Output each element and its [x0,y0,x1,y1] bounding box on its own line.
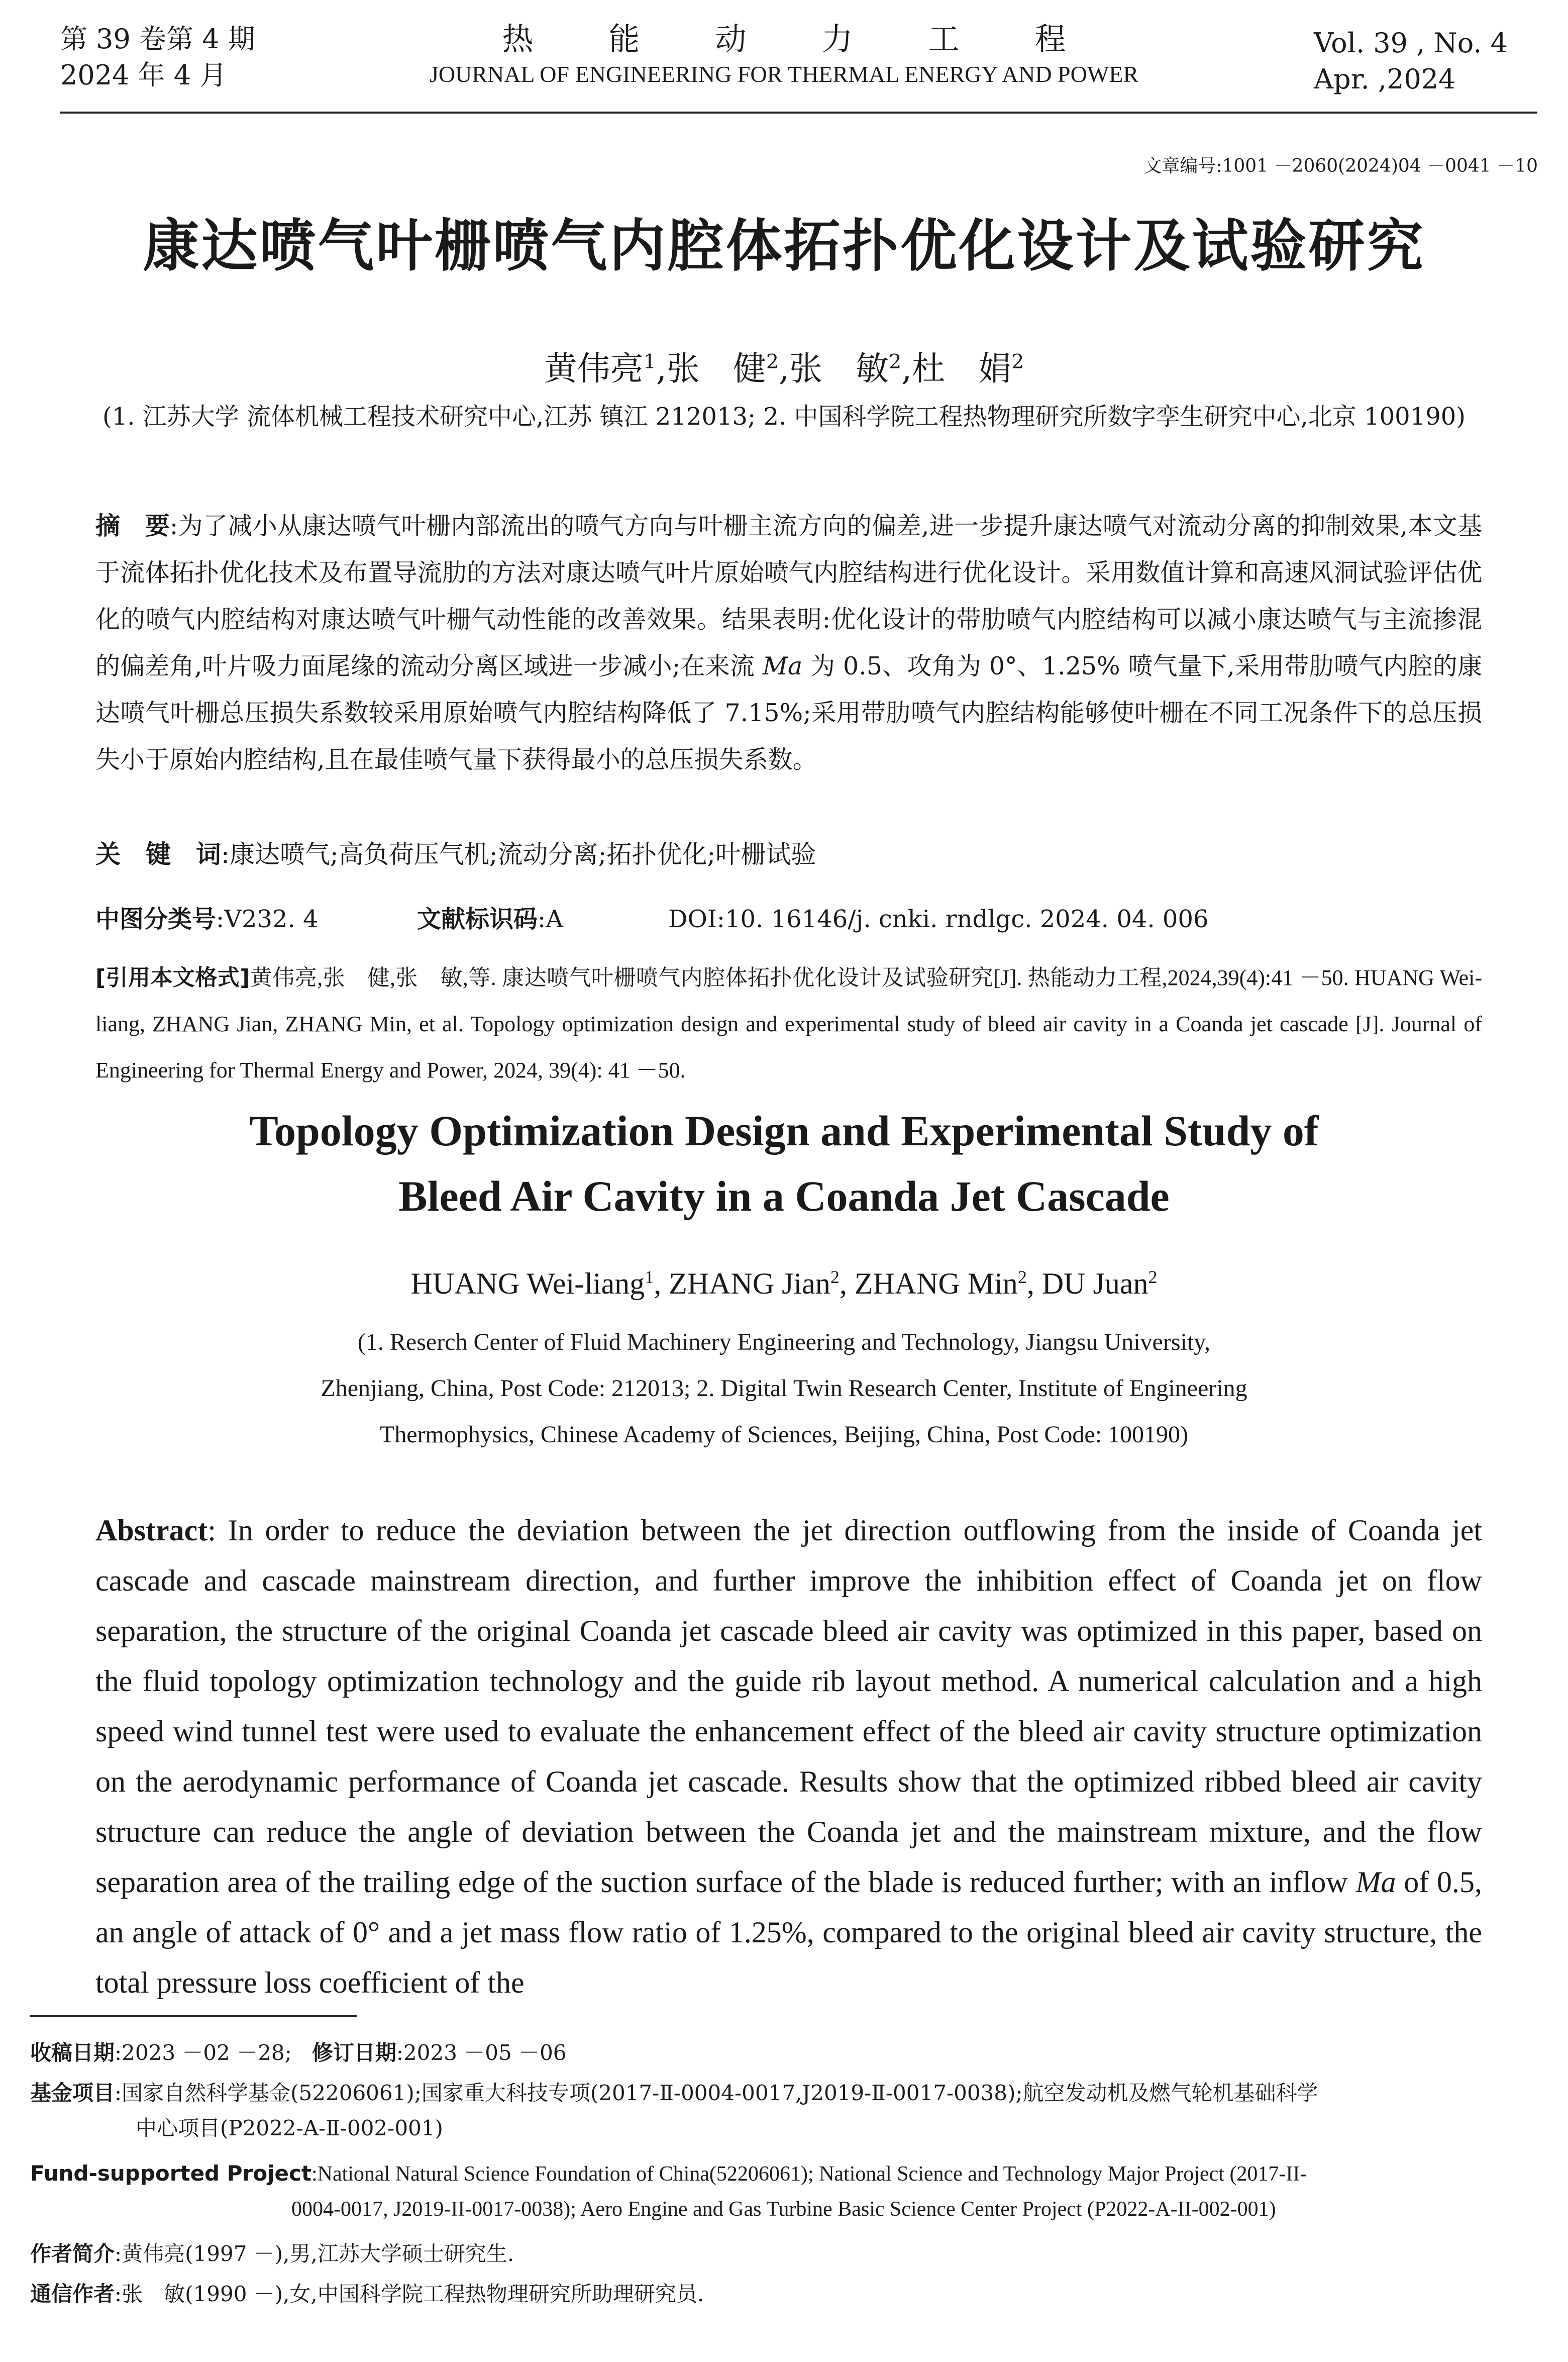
received-date: 2023 －02 －28; [122,2040,292,2065]
author-sup: 2 [1011,350,1024,373]
title-cn: 康达喷气叶栅喷气内腔体拓扑优化设计及试验研究 [143,214,1425,279]
author-name: 黄伟亮 [544,349,644,388]
received-label: 收稿日期 [30,2040,115,2065]
abstract-en: Abstract: In order to reduce the deviation between the jet direction outflowing from the inside of Coanda jet cascade and cascade mainstream direction, and further improve the inhibition effect of Coanda jet on flow separation, the structure of the original Coanda jet cascade bleed air cavity was optimized in this paper, based on the fluid topology optimization technology and the guide rib layout method. A numerical calculation and a high speed wind tunnel test were used to evaluate the enhancement effect of the bleed air cavity structure optimization on the aerodynamic performance of Coanda jet cascade. Results show that the optimized ribbed bleed air cavity structure can reduce the angle of deviation between the Coanda jet and the mainstream mixture, and the flow separation area of the trailing edge of the suction surface of the blade is reduced further; with an inflow Ma of 0.5, an angle of attack of 0° and a jet mass flow ratio of 1.25%, compared to the original bleed air cavity structure, the total pressure loss coefficient of the [95,1514,1483,1999]
citation-label: [引用本文格式] [95,965,250,991]
affiliation-en [0,1319,1568,1458]
title-en-line1: Topology Optimization Design and Experimental Study of [249,1107,1319,1155]
abstract-en-text-1: In order to reduce the deviation between the jet direction outflowing from the inside of Coanda jet cascade and cascade mainstream direction, and further improve the inhibition effect of Coanda jet on flow separation, the structure of the original Coanda jet cascade bleed air cavity was optimized in this paper, based on the fluid topology optimization technology and the guide rib layout method. A numerical calculation and a high speed wind tunnel test were used to evaluate the enhancement effect of the bleed air cavity structure optimization on the aerodynamic performance of Coanda jet cascade. Results show that the optimized ribbed bleed air cavity structure can reduce the angle of deviation between the Coanda jet and the mainstream mixture, and the flow separation area of the trailing edge of the suction surface of the blade is reduced further; with an inflow [95,1514,1482,1899]
doi: DOI:10. 16146/j. cnki. rndlgc. 2024. 04. 006 [668,905,1209,933]
abstract-cn: 摘 要:为了减小从康达喷气叶栅内部流出的喷气方向与叶栅主流方向的偏差,进一步提升康达喷气对流动分离的抑制效果,本文基于流体拓扑优化技术及布置导流肋的方法对康达喷气叶片原始喷气内腔结构进行优化设计。采用数值计算和高速风洞试验评估优化的喷气内腔结构对康达喷气叶栅气动性能的改善效果。结果表明:优化设计的带肋喷气内腔结构可以减小康达喷气与主流掺混的偏差角,叶片吸力面尾缘的流动分离区域进一步减小;在来流 Ma 为 0.5、攻角为 0°、1.25% 喷气量下,采用带肋喷气内腔的康达喷气叶栅总压损失系数较采用原始喷气内腔结构降低了 7.15%;采用带肋喷气内腔结构能够使叶栅在不同工况条件下的总压损失小于原始内腔结构,且在最佳喷气量下获得最小的总压损失系数。 [95,512,1482,774]
authors-cn: 黄伟亮$^1$,张 健$^2$,张 敏$^2$,杜 娟$^2$ [544,349,1024,388]
author-name: 张 健 [666,349,766,388]
header-rule [60,112,1537,114]
title-en [0,1098,1568,1229]
footnote-fund-cn: 基金项目:国家自然科学基金(52206061);国家重大科技专项(2017-Ⅱ-0004-0017,J2019-Ⅱ-0017-0038);航空发动机及燃气轮机基础科学 中心项目(P2022-A-Ⅱ-002-001) [30,2076,1517,2146]
revised-date: 2023 －05 －06 [403,2040,567,2065]
clc-value: V232. 4 [224,905,319,933]
authors-en: HUANG Wei-liang$^1$, ZHANG Jian$^2$, ZHANG Min$^2$, DU Juan$^2$ [410,1267,1158,1300]
keywords-cn: 关 键 词:康达喷气;高负荷压气机;流动分离;拓扑优化;叶栅试验 [95,840,816,869]
fund-en-text: National Natural Science Foundation of China(52206061); National Science and Technology Major Project (2017-II- [317,2162,1307,2186]
article-number: 文章编号:1001 －2060(2024)04 －0041 －10 [1143,156,1538,176]
classification-line: 中图分类号:V232. 4 文献标识码:A DOI:10. 16146/j. cnki. rndlgc. 2024. 04. 006 [95,900,1209,934]
mach-symbol: Ma [1355,1865,1396,1899]
author-name: HUANG Wei-liang [410,1267,645,1300]
author-name: ZHANG Jian [669,1267,830,1300]
author-name: 杜 娟 [912,349,1012,388]
author-sup: 2 [888,350,902,373]
fund-en-text-cont: 0004-0017, J2019-II-0017-0038); Aero Engine and Gas Turbine Basic Science Center Project (P2022-A-II-002-001) [291,2198,1276,2221]
affiliation-en-line: Zhenjiang, China, Post Code: 212013; 2. Digital Twin Research Center, Institute of Engineering [321,1375,1247,1402]
journal-title-en: JOURNAL OF ENGINEERING FOR THERMAL ENERGY AND POWER [429,61,1139,87]
date-cn: 2024 年 4 月 [60,59,227,91]
abstract-cn-text-1: 为了减小从康达喷气叶栅内部流出的喷气方向与叶栅主流方向的偏差,进一步提升康达喷气对流动分离的抑制效果,本文基于流体拓扑优化技术及布置导流肋的方法对康达喷气叶片原始喷气内腔结构进行优化设计。采用数值计算和高速风洞试验评估优化的喷气内腔结构对康达喷气叶栅气动性能的改善效果。结果表明:优化设计的带肋喷气内腔结构可以减小康达喷气与主流掺混的偏差角,叶片吸力面尾缘的流动分离区域进一步减小;在来流 [95,512,1482,680]
abstract-en-label: Abstract [95,1514,208,1547]
title-en-line2: Bleed Air Cavity in a Coanda Jet Cascade [398,1172,1170,1220]
fund-en-label: Fund-supported Project [30,2161,311,2186]
author-sup: 2 [1148,1267,1158,1287]
keywords-label: 关 键 词 [95,840,221,869]
volume-issue-en: Vol. 39 , No. 4 [1314,27,1508,59]
doc-code-value: A [546,905,563,933]
corresponding-author: 张 敏(1990 －),女,中国科学院工程热物理研究所助理研究员. [122,2282,704,2306]
fund-text-cont: 中心项目(P2022-A-Ⅱ-002-001) [136,2116,443,2140]
author-name: DU Juan [1041,1267,1148,1300]
header-volume-en [1314,25,1508,97]
footnote-corresponding: 通信作者:张 敏(1990 －),女,中国科学院工程热物理研究所助理研究员. [30,2282,704,2306]
mach-symbol: Ma [762,652,803,680]
doc-code-label: 文献标识码 [417,905,538,933]
footnote-dates: 收稿日期:2023 －02 －28; 修订日期:2023 －05 －06 [30,2040,567,2065]
author-sup: 2 [766,350,779,373]
affiliation-cn: (1. 江苏大学 流体机械工程技术研究中心,江苏 镇江 212013; 2. 中国科学院工程热物理研究所数字孪生研究中心,北京 100190) [102,403,1466,431]
date-en: Apr. ,2024 [1314,63,1456,95]
affiliation-en-line: (1. Reserch Center of Fluid Machinery Engineering and Technology, Jiangsu University, [357,1329,1211,1355]
author-name: ZHANG Min [854,1267,1018,1300]
keywords-text: 康达喷气;高负荷压气机;流动分离;拓扑优化;叶栅试验 [229,840,816,869]
journal-title-cn: 热能动力工程 [502,21,1141,57]
citation-block [95,955,1482,1094]
author-bio-label: 作者简介 [30,2241,115,2266]
volume-issue-cn: 第 39 卷第 4 期 [60,23,255,55]
author-sup: 1 [643,350,656,373]
footnote-fund-en: Fund-supported Project:National Natural Science Foundation of China(52206061); National Science and Technology Major Project (2017-II- 0004-0017, J2019-II-0017-0038); Aero Engine and Gas Turbine Basic Science Center Project (P2022-A-II-002-001) [30,2156,1517,2227]
corresponding-label: 通信作者 [30,2282,115,2306]
fund-text: 国家自然科学基金(52206061);国家重大科技专项(2017-Ⅱ-0004-0017,J2019-Ⅱ-0017-0038);航空发动机及燃气轮机基础科学 [122,2081,1318,2105]
author-sup: 2 [1017,1267,1027,1287]
author-sup: 1 [645,1267,654,1287]
author-sup: 2 [830,1267,840,1287]
abstract-cn-label: 摘 要 [95,512,170,540]
fund-label: 基金项目 [30,2081,115,2105]
clc-label: 中图分类号 [95,905,217,933]
revised-label: 修订日期 [311,2040,396,2065]
author-name: 张 敏 [789,349,889,388]
author-bio: 黄伟亮(1997 －),男,江苏大学硕士研究生. [122,2241,514,2266]
abstract-en-text-2: of 0.5, an angle of attack of 0° and a jet mass flow ratio of 1.25%, compared to the original bleed air cavity structure, the total pressure loss coefficient of the [95,1865,1483,1999]
citation-text: 黄伟亮,张 健,张 敏,等. 康达喷气叶栅喷气内腔体拓扑优化设计及试验研究[J]. 热能动力工程,2024,39(4):41 －50. HUANG Wei-liang, ZHANG Jian, ZHANG Min, et al. Topology optimization design and experimental study of bleed air cavity in a Coanda jet cascade [J]. Journal of Engineering for Thermal Energy and Power, 2024, 39(4): 41 －50. [95,965,1482,1082]
affiliation-en-line: Thermophysics, Chinese Academy of Sciences, Beijing, China, Post Code: 100190) [379,1421,1189,1448]
footnote-author: 作者简介:黄伟亮(1997 －),男,江苏大学硕士研究生. [30,2241,514,2266]
footnote-rule [30,2015,357,2017]
abstract-cn-text-2: 为 0.5、攻角为 0°、1.25% 喷气量下,采用带肋喷气内腔的康达喷气叶栅总压损失系数较采用原始喷气内腔结构降低了 7.15%;采用带肋喷气内腔结构能够使叶栅在不同工况条件下的总压损失小于原始内腔结构,且在最佳喷气量下获得最小的总压损失系数。 [95,652,1482,774]
